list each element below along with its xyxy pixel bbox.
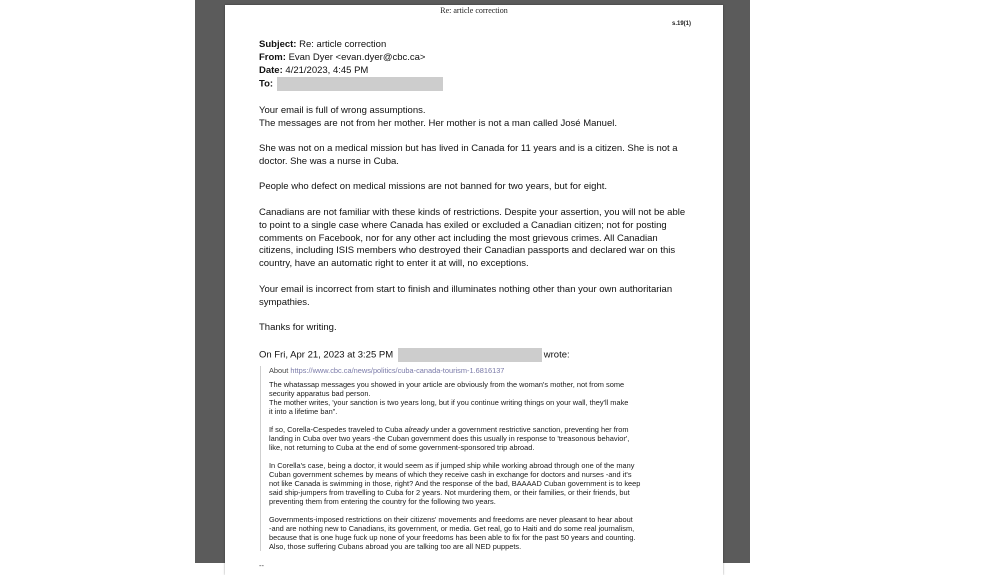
text-line: -and are nothing new to Canadians, its government, or media. Get real, go to Haiti and do some real journalism, xyxy=(269,524,635,534)
redaction-box xyxy=(398,348,542,362)
text-line: not like Canada is swimming in those, right? And the response of the bad, BAAAAD Cuban government is to keep xyxy=(269,479,641,489)
reply-paragraph xyxy=(259,284,699,310)
email-body xyxy=(259,39,699,573)
quoted-paragraph xyxy=(269,515,699,551)
text-line: In Corella's case, being a doctor, it would seem as if jumped ship while working abroad through one of the many xyxy=(269,461,635,471)
date-line xyxy=(259,65,699,78)
text-line: Thanks for writing. xyxy=(259,322,337,334)
text-line: landing in Cuba over two years -the Cuban government does this usually in response to 'treasonous behavior', xyxy=(269,434,630,444)
text-line: Cuban government schemes by means of which they receive cash in exchange for doctors and nurses -and it's xyxy=(269,470,632,480)
about-label: About xyxy=(269,366,289,376)
text-line: said ship-jumpers from travelling to Cuba for 2 years. Not murdering them, or their families, or their friends, but xyxy=(269,488,630,498)
text-line: She was not on a medical mission but has lived in Canada for 11 years and is a citizen. She is not a xyxy=(259,143,678,155)
quoted-paragraph xyxy=(269,425,699,452)
text-line: preventing them from entering the country for the following two years. xyxy=(269,497,496,507)
text-line: like, not returning to Cuba at the end of some government-sponsored trip abroad. xyxy=(269,443,535,453)
quoted-message xyxy=(260,366,699,551)
text-line: Also, those suffering Cubans abroad you are talking too are all NED puppets. xyxy=(269,542,522,552)
text-line xyxy=(269,425,699,434)
text-span: If so, Corella-Cespedes traveled to Cuba xyxy=(269,425,403,435)
text-line: Your email is incorrect from start to finish and illuminates nothing other than your own authoritarian xyxy=(259,283,673,295)
quoted-paragraph xyxy=(269,461,699,506)
from-value: Evan Dyer <evan.dyer@cbc.ca> xyxy=(288,51,426,63)
text-line: Your email is full of wrong assumptions. xyxy=(259,104,426,116)
text-line: country, have an automatic right to enter it at will, no exceptions. xyxy=(259,258,529,270)
text-line: to point to a single case where Canada has exiled or excluded a Canadian citizen; not for posting xyxy=(259,219,667,231)
text-line: doctor. She was a nurse in Cuba. xyxy=(259,155,399,167)
page-title: Re: article correction xyxy=(440,6,508,15)
emphasis-text: already xyxy=(404,425,429,435)
text-line: sympathies. xyxy=(259,296,310,308)
to-line xyxy=(259,77,699,91)
date-value: 4/21/2023, 4:45 PM xyxy=(285,64,369,76)
text-line: because that is one huge fuck up none of your freedoms has been able to fix for the past 50 years and counting. xyxy=(269,533,636,543)
subject-key: Subject: xyxy=(259,39,297,50)
text-line: The messages are not from her mother. Her mother is not a man called José Manuel. xyxy=(259,117,617,129)
document-viewer[interactable] xyxy=(195,0,750,571)
date-key: Date: xyxy=(259,64,283,76)
text-line: Canadians are not familiar with these kinds of restrictions. Despite your assertion, you will not be able xyxy=(259,207,686,219)
text-line: The whatassap messages you showed in your article are obviously from the woman's mother, not from some xyxy=(269,380,625,390)
wrote-prefix: On Fri, Apr 21, 2023 at 3:25 PM xyxy=(259,349,394,361)
to-key: To: xyxy=(259,78,274,90)
signature-separator: -- xyxy=(259,561,264,571)
wrote-suffix: wrote: xyxy=(543,349,570,361)
text-line: citizens, including ISIS members who destroyed their Canadian passports and declared war on this xyxy=(259,245,676,257)
article-link[interactable]: https://www.cbc.ca/news/politics/cuba-canada-tourism-1.6816137 xyxy=(290,366,505,376)
redaction-box xyxy=(277,77,443,91)
subject-line xyxy=(259,39,699,52)
from-line xyxy=(259,52,699,65)
text-span: under a government restrictive sanction, preventing her from xyxy=(430,425,629,435)
text-line: People who defect on medical missions are not banned for two years, but for eight. xyxy=(259,181,608,193)
text-line: security apparatus bad person. xyxy=(269,389,371,399)
reply-paragraph xyxy=(259,105,699,131)
text-line: Governments-imposed restrictions on their citizens' movements and freedoms are never pleasant to hear about xyxy=(269,515,633,525)
about-line xyxy=(269,366,699,375)
text-line: The mother writes, 'your sanction is two years long, but if you continue writing things on your wall, they'll make xyxy=(269,398,629,408)
section-code: s.19(1) xyxy=(671,21,691,27)
document-page xyxy=(225,5,723,575)
quoted-paragraph xyxy=(269,380,699,416)
wrote-line xyxy=(259,348,699,362)
reply-paragraph xyxy=(259,181,699,194)
reply-paragraph xyxy=(259,207,699,271)
from-key: From: xyxy=(259,51,286,63)
reply-paragraph xyxy=(259,143,699,169)
reply-paragraph xyxy=(259,322,699,335)
subject-value: Re: article correction xyxy=(299,39,387,50)
text-line: comments on Facebook, nor for any other act including the most grievous crimes. All Canadian xyxy=(259,232,658,244)
text-line: it into a lifetime ban". xyxy=(269,407,338,417)
